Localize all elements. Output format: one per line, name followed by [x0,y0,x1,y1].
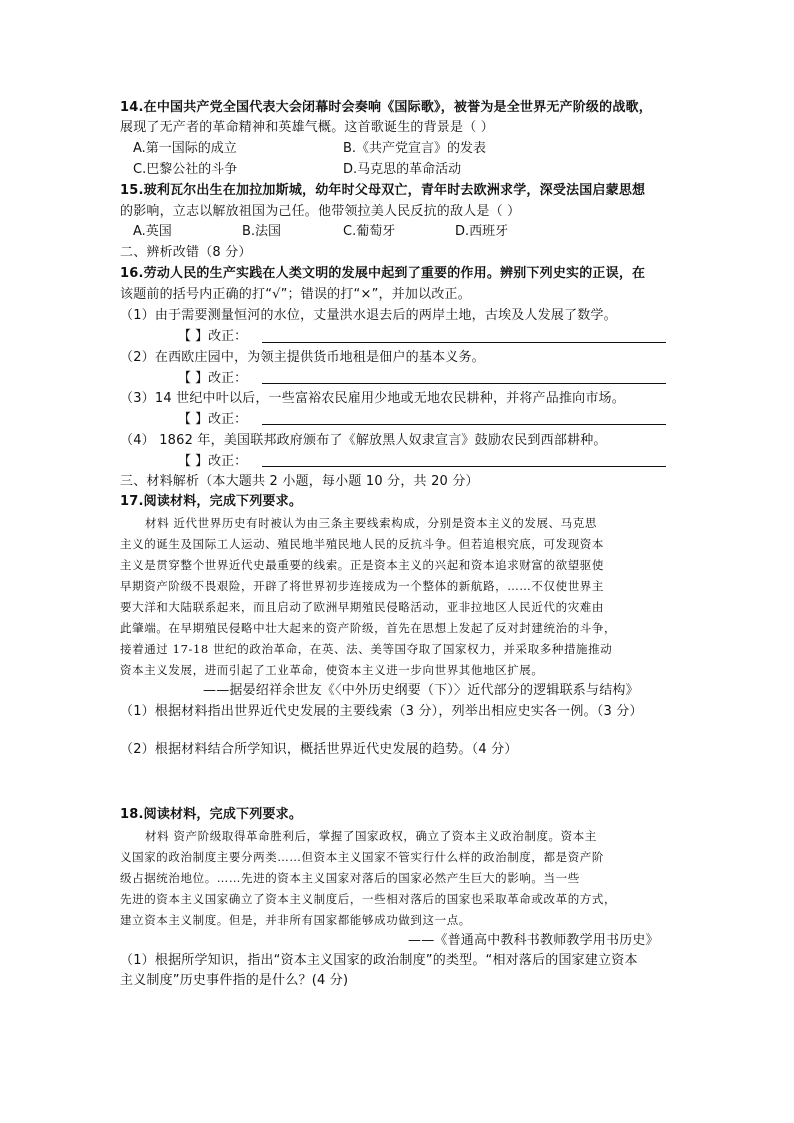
q16-answer-line-1[interactable] [262,342,666,343]
q17-material-line-8: 资本主义发展，进而引起了工业革命，使资本主义进一步向世界其他地区扩展。 [120,663,544,677]
q15-option-c: C.葡萄牙 [343,224,396,239]
q18-sub-question-1-line1: （1）根据所学知识，指出“资本主义国家的政治制度”的类型。“相对落后的国家建立资本 [120,953,638,968]
q17-material-line-5: 要大洋和大陆联系起来，而且启动了欧洲早期殖民侵略活动，亚非拉地区人民近代的灾难由 [120,600,604,614]
q16-answer-label-1: 【 】改正： [178,329,248,344]
q17-material-line-1: 材料 近代世界历史有时被认为由三条主要线索构成，分别是资本主义的发展、马克思 [145,516,597,530]
q14-line2: 展现了无产者的革命精神和英雄气概。这首歌诞生的背景是（ ） [120,120,494,135]
q17-material-line-6: 此肇端。在早期殖民侵略中壮大起来的资产阶级，首先在思想上发起了反对封建统治的斗争， [120,621,617,635]
q16-answer-line-2[interactable] [262,383,666,384]
q16-line1: 16.劳动人民的生产实践在人类文明的发展中起到了重要的作用。辨别下列史实的正误，在 [120,266,646,281]
q15-option-b: B.法国 [242,224,282,239]
q18-source: ——《普通高中教科书教师教学用书历史》 [408,933,659,948]
q18-material-line-5: 建立资本主义制度。但是，并非所有国家都能够成功做到这一点。 [120,913,471,927]
q18-material-line-1: 材料 资产阶级取得革命胜利后，掌握了国家政权，确立了资本主义政治制度。资本主 [145,829,597,843]
q18-material-line-4: 先进的资本主义国家确立了资本主义制度后，一些相对落后的国家也采取革命或改革的方式， [120,892,617,906]
q17-source: ——据晏绍祥余世友《〈中外历史纲要（下）〉近代部分的逻辑联系与结构》 [203,683,639,698]
q15-option-d: D.西班牙 [455,224,509,239]
q16-answer-label-2: 【 】改正： [178,371,248,386]
q16-item-4: （4） 1862 年，美国联邦政府颁布了《解放黑人奴隶宣言》鼓励农民到西部耕种。 [120,433,607,448]
q16-item-1: （1）由于需要测量恒河的水位，丈量洪水退去后的两岸土地，古埃及人发展了数学。 [120,308,617,323]
q17-material-line-3: 主义是贯穿整个世界近代史最重要的线索。正是资本主义的兴起和资本追求财富的欲望驱使 [120,558,604,572]
q16-answer-line-4[interactable] [262,466,666,467]
q14-option-a: A.第一国际的成立 [133,141,237,156]
q17-material-line-7: 接着通过 17-18 世纪的政治革命，在英、法、美等国夺取了国家权力，并采取多种措施推动 [120,642,613,656]
q16-line2: 该题前的括号内正确的打“√”；错误的打“×”，并加以改正。 [120,287,471,302]
q18-material-line-3: 级占据统治地位。……先进的资本主义国家对落后的国家必然产生巨大的影响。当一些 [120,871,580,885]
q14-option-b: B.《共产党宣言》的发表 [343,141,487,156]
q18-stem: 18.阅读材料，完成下列要求。 [120,807,303,822]
q16-item-2: （2）在西欧庄园中，为领主提供货币地租是佃户的基本义务。 [120,350,485,365]
q15-line1: 15.玻利瓦尔出生在加拉加斯城，幼年时父母双亡，青年时去欧洲求学，深受法国启蒙思想 [120,183,646,198]
section3-title: 三、材料解析（本大题共 2 小题，每小题 10 分，共 20 分） [120,474,479,489]
q17-material-line-2: 主义的诞生及国际工人运动、殖民地半殖民地人民的反抗斗争。但若追根究底，可发现资本 [120,537,604,551]
q17-sub-question-1: （1）根据材料指出世界近代史发展的主要线索（3 分），列举出相应史实各一例。（3 分） [120,704,643,719]
q17-material-line-4: 早期资产阶级不畏艰险，开辟了将世界初步连接成为一个整体的新航路，……不仅使世界主 [120,579,604,593]
section2-title: 二、辨析改错（8 分） [120,245,252,260]
q17-sub-question-2: （2）根据材料结合所学知识，概括世界近代史发展的趋势。（4 分） [120,742,518,757]
q16-item-3: （3）14 世纪中叶以后，一些富裕农民雇用少地或无地农民耕种，并将产品推向市场。 [120,391,625,406]
q17-stem: 17.阅读材料，完成下列要求。 [120,494,303,509]
q18-material-line-2: 义国家的政治制度主要分两类……但资本主义国家不管实行什么样的政治制度，都是资产阶 [120,850,604,864]
q16-answer-label-3: 【 】改正： [178,412,248,427]
q15-option-a: A.英国 [133,224,172,239]
q14-line1: 14.在中国共产党全国代表大会闭幕时会奏响《国际歌》，被誉为是全世界无产阶级的战歌， [120,100,652,115]
q14-option-d: D.马克思的革命活动 [343,162,462,177]
q15-line2: 的影响，立志以解放祖国为己任。他带领拉美人民反抗的敌人是（ ） [120,204,521,219]
q16-answer-label-4: 【 】改正： [178,454,248,469]
q18-sub-question-1-line2: 主义制度”历史事件指的是什么？(4 分) [120,973,349,988]
q14-option-c: C.巴黎公社的斗争 [133,162,238,177]
q16-answer-line-3[interactable] [262,424,666,425]
